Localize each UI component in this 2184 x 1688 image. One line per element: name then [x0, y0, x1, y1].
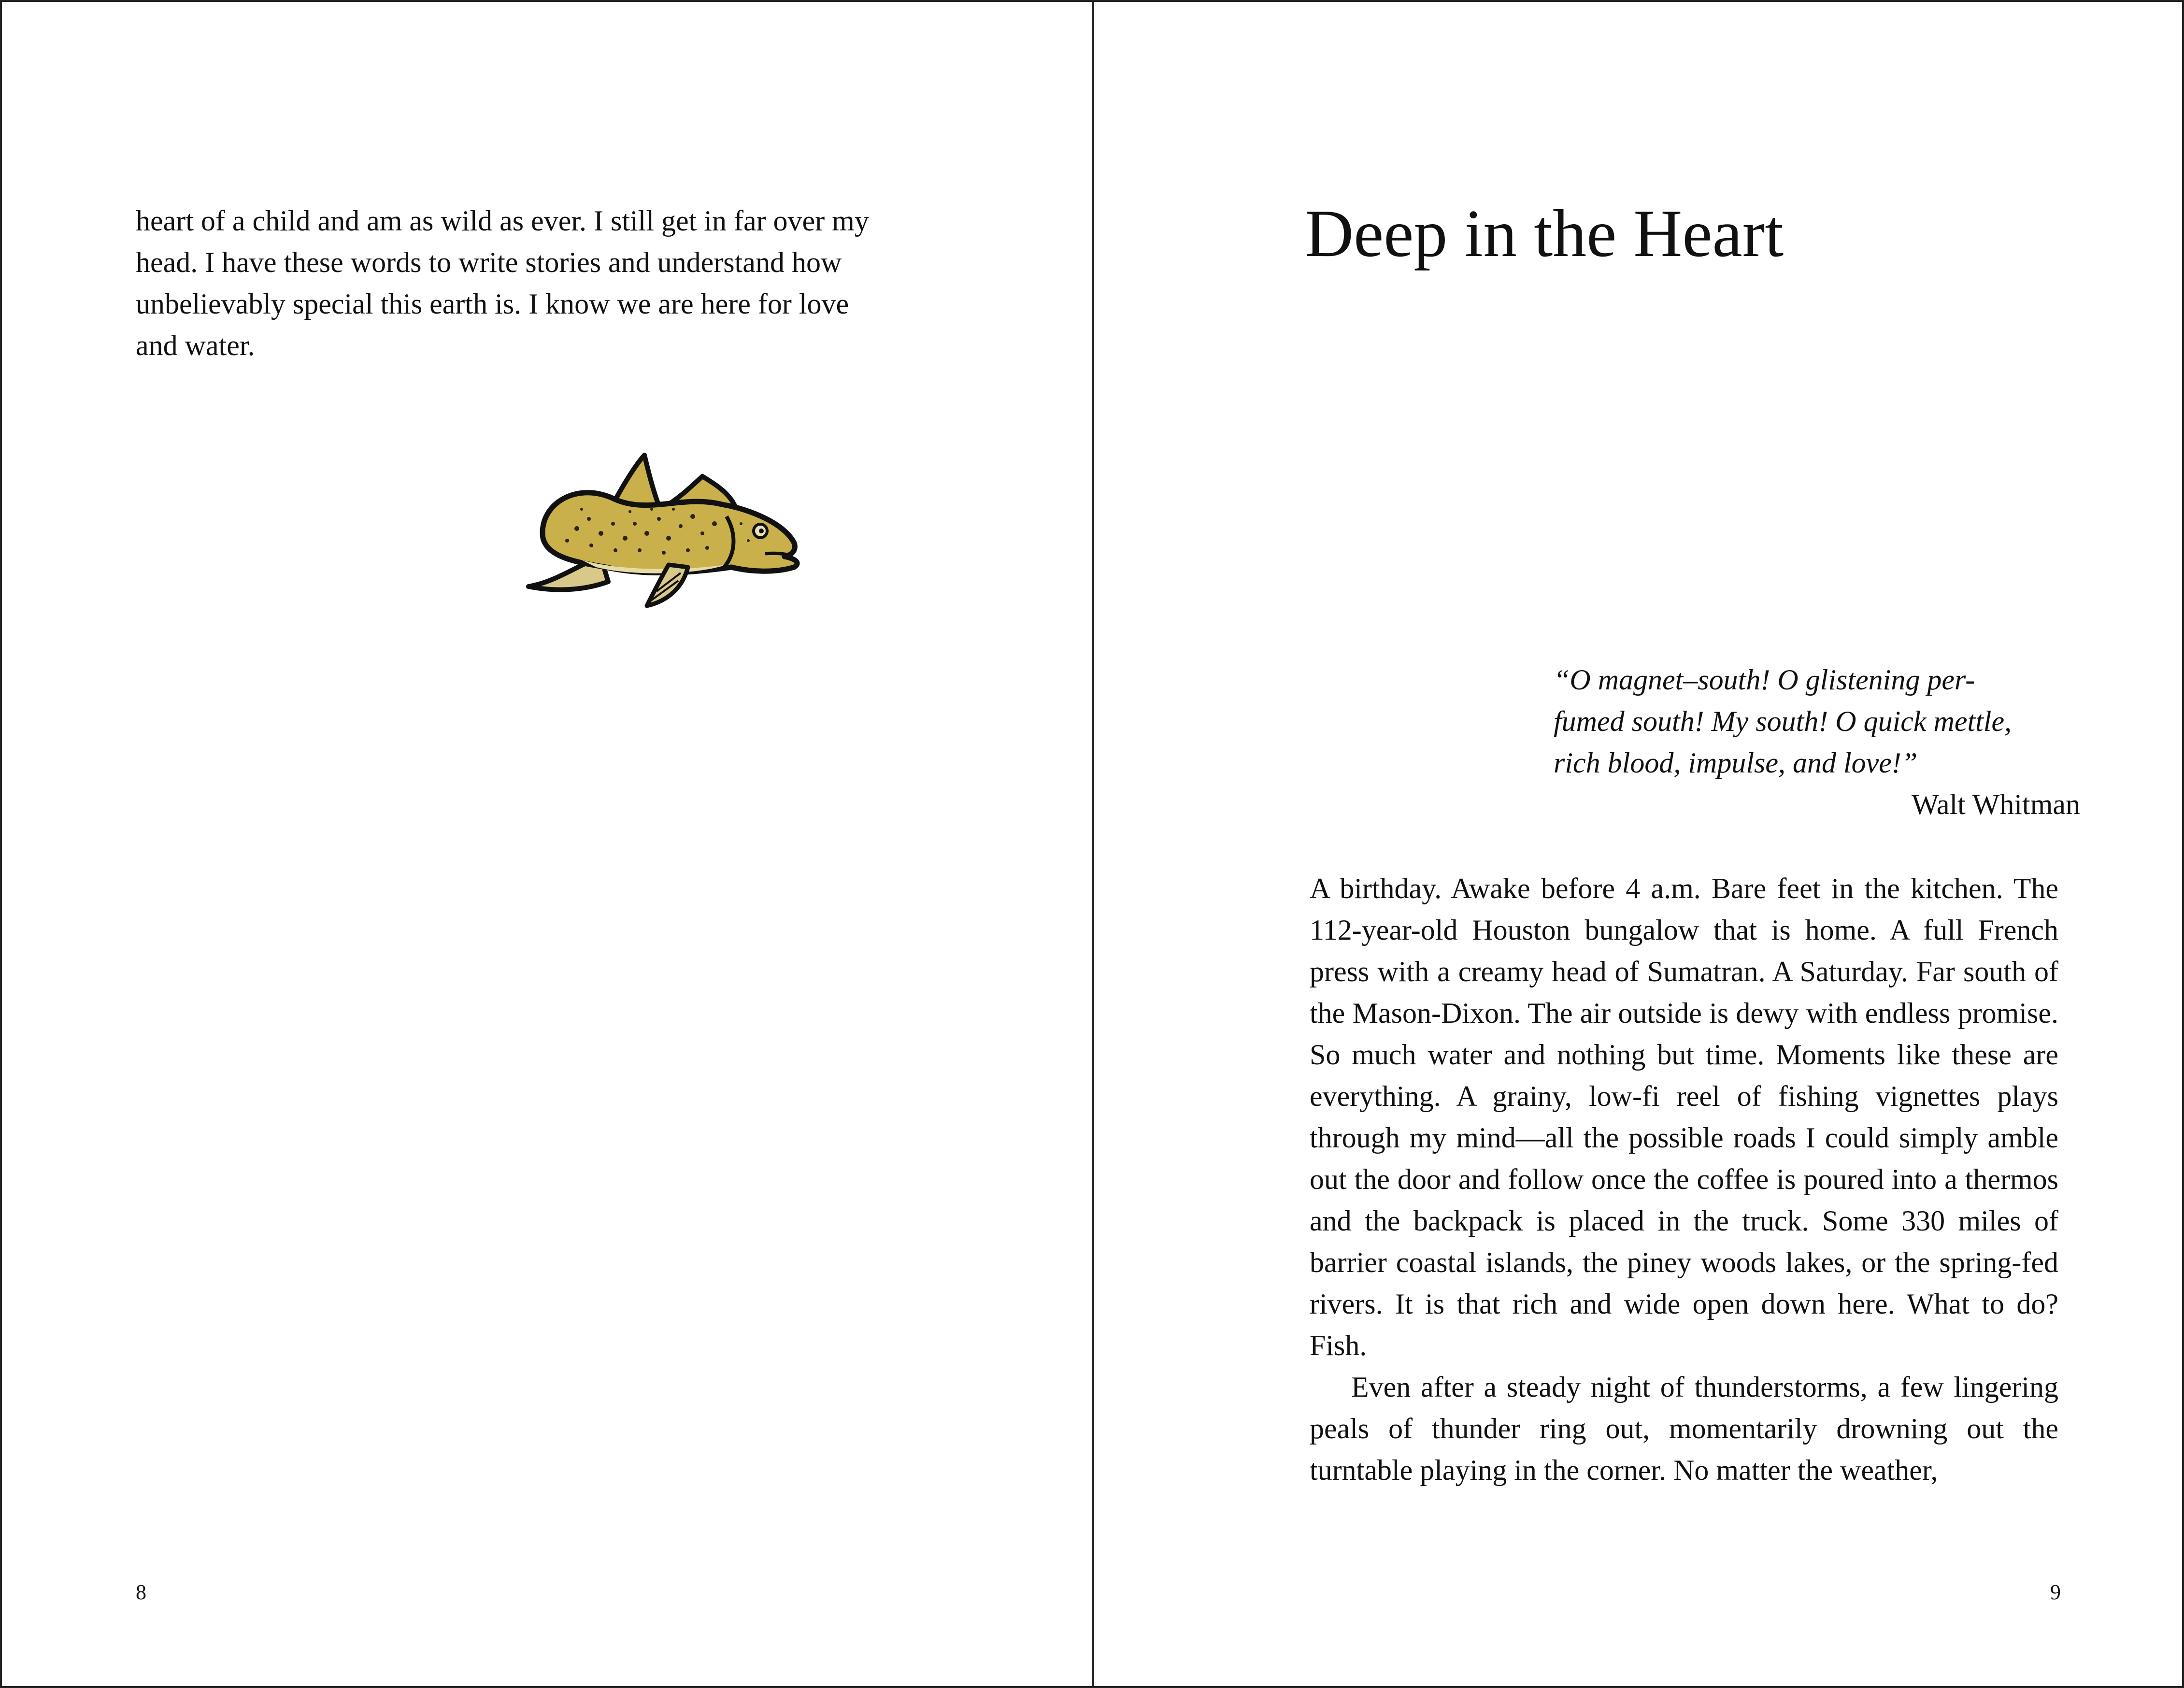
- chapter-body: [1310, 868, 2058, 1491]
- right-page: [1095, 2, 2184, 1686]
- epigraph: [1554, 659, 2080, 825]
- brown-trout-illustration: [524, 446, 809, 615]
- epigraph-quote: “O magnet–south! O glistening per- fumed south! My south! O quick mettle, rich blood, impulse, and love!”: [1554, 664, 2012, 779]
- page-number-right: 9: [2050, 1580, 2061, 1604]
- paragraph: Even after a steady night of thunderstorms, a few lingering peals of thunder ring out, momentarily drowning out the turntable playing in the corner. No matter the weather,: [1310, 1371, 2058, 1486]
- epigraph-author: Walt Whitman: [1912, 788, 2080, 820]
- chapter-title: Deep in the Heart: [1305, 196, 1784, 271]
- paragraph: A birthday. Awake before 4 a.m. Bare feet in the kitchen. The 112-year-old Houston bungalow that is home. A full French press with a creamy head of Sumatran. A Saturday. Far south of the Mason-Dixon. The air outside is dewy with endless promise. So much water and nothing but time. Moments like these are everything. A grainy, low-fi reel of fishing vignettes plays through my mind—all the possible roads I could simply amble out the door and follow once the coffee is poured into a thermos and the backpack is placed in the truck. Some 330 miles of barrier coastal islands, the piney woods lakes, or the spring-fed rivers. It is that rich and wide open down here. What to do? Fish.: [1310, 873, 2058, 1361]
- page-number-left: 8: [136, 1580, 146, 1604]
- left-page-text: heart of a child and am as wild as ever. I still get in far over my head. I have these words to write stories and understand how unbelievably special this earth is. I know we are here for love and water.: [136, 205, 869, 361]
- left-page: [2, 2, 1093, 1686]
- gutter-divider: [1092, 2, 1094, 1686]
